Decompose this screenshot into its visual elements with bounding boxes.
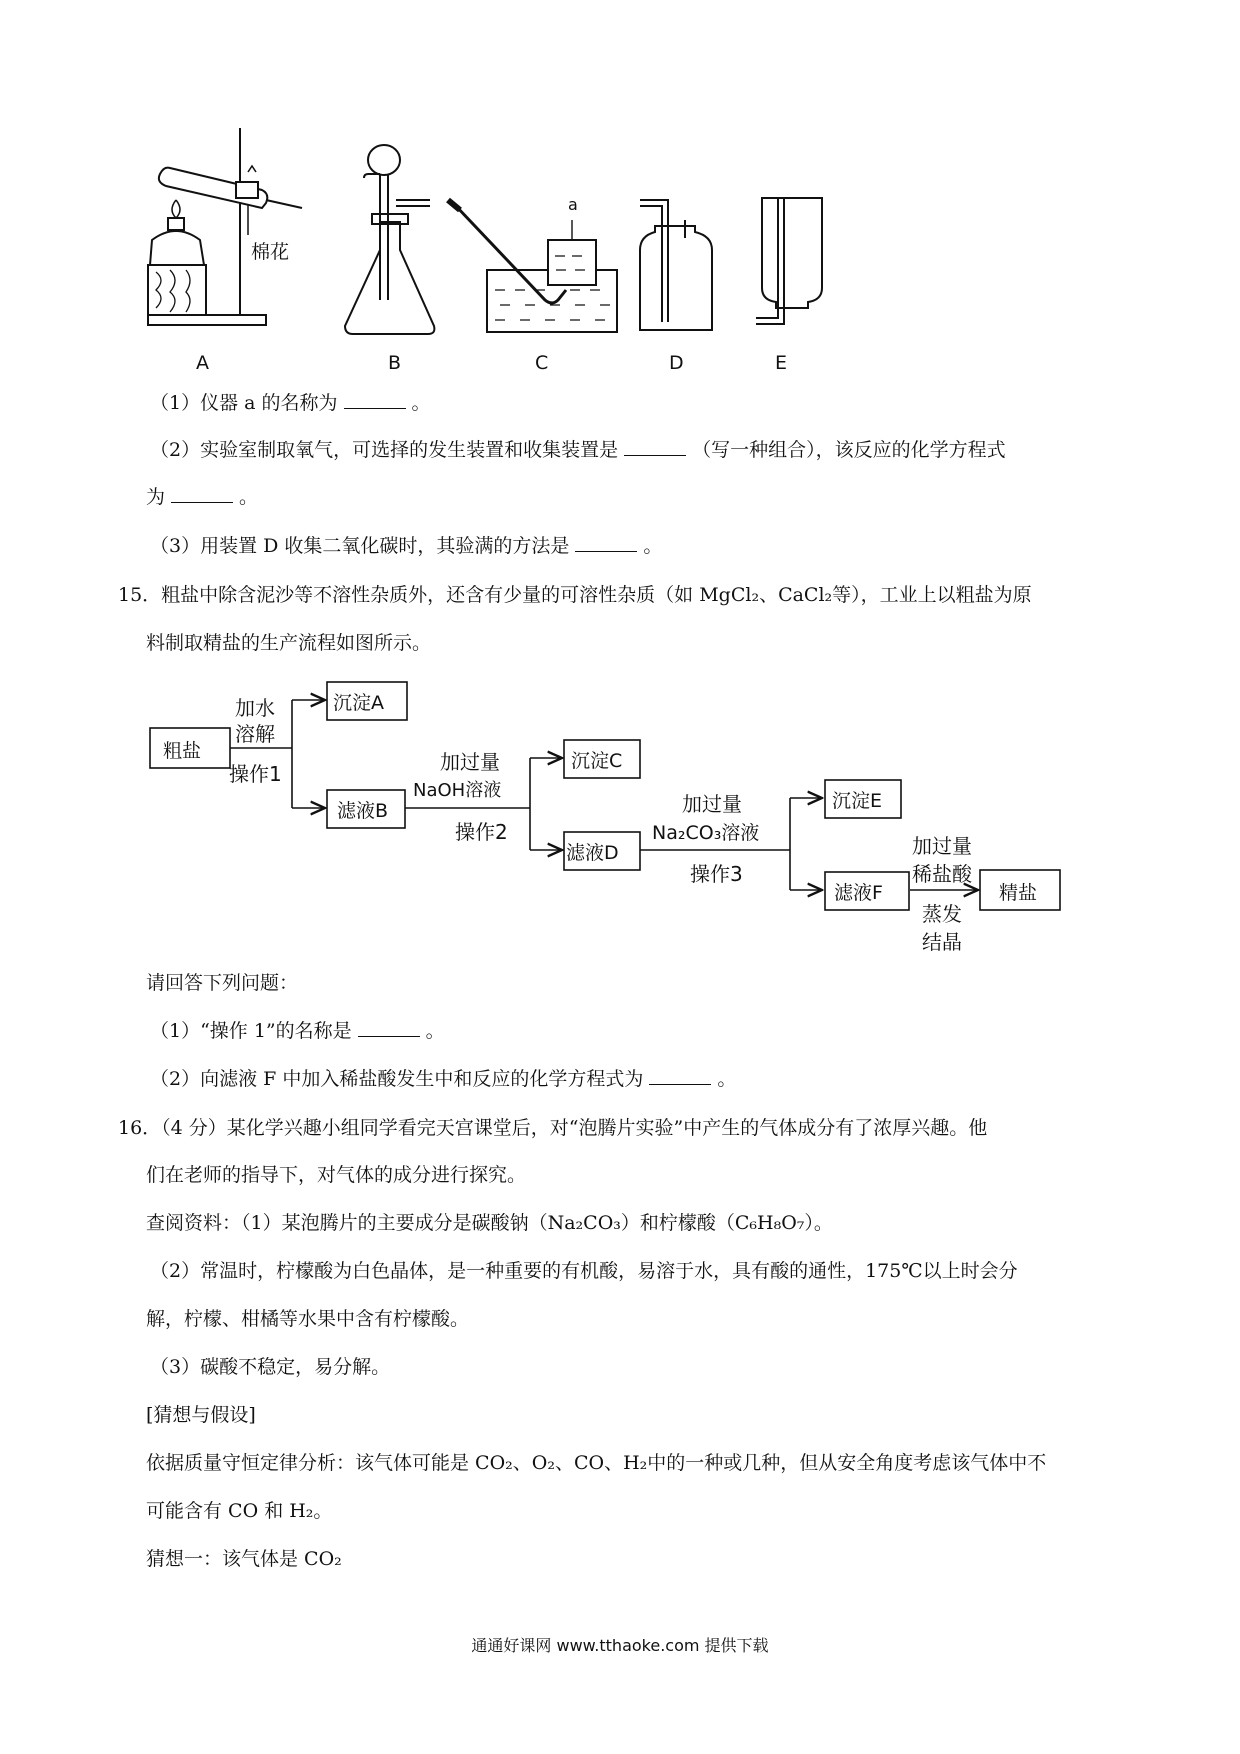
flow-crude-salt: 粗盐 bbox=[163, 740, 202, 762]
bottle-e bbox=[762, 198, 822, 308]
instrument-a-label: a bbox=[568, 195, 578, 214]
alcohol-lamp bbox=[150, 231, 204, 265]
flow-naoh-excess: 加过量 bbox=[440, 750, 500, 774]
apparatus-label-c: C bbox=[535, 352, 549, 374]
q15-intro-line2: 料制取精盐的生产流程如图所示。 bbox=[146, 632, 432, 654]
q16-reference-2b: 解，柠檬、柑橘等水果中含有柠檬酸。 bbox=[146, 1308, 470, 1330]
answer-blank[interactable] bbox=[344, 390, 406, 409]
q16-reference-2a: （2）常温时，柠檬酸为白色晶体，是一种重要的有机酸，易溶于水，具有酸的通性，175℃以上时会分 bbox=[150, 1260, 1018, 1282]
flow-precipitate-a: 沉淀A bbox=[333, 692, 384, 714]
conical-flask bbox=[345, 222, 434, 334]
flow-hcl-excess: 加过量 bbox=[912, 834, 972, 858]
cotton-label: 棉花 bbox=[251, 241, 290, 263]
flowchart-lines bbox=[0, 670, 1240, 970]
apparatus-figure bbox=[0, 0, 1240, 380]
bottle-d bbox=[640, 226, 712, 330]
q15-prompt: 请回答下列问题： bbox=[146, 972, 299, 994]
q16-analysis-line1: 依据质量守恒定律分析：该气体可能是 CO₂、O₂、CO、H₂中的一种或几种，但从安全角度考虑该气体中不 bbox=[146, 1452, 1047, 1474]
flow-na2co3-excess: 加过量 bbox=[682, 792, 742, 816]
flow-precipitate-c: 沉淀C bbox=[571, 750, 623, 772]
page-footer: 通通好课网 www.tthaoke.com 提供下载 bbox=[471, 1636, 769, 1655]
gas-jar bbox=[548, 240, 596, 285]
q16-intro-line1: 16．（4 分）某化学兴趣小组同学看完天宫课堂后，对“泡腾片实验”中产生的气体成分有了浓厚兴趣。他 bbox=[118, 1117, 988, 1139]
answer-blank[interactable] bbox=[575, 533, 637, 552]
q16-hypothesis-title: [猜想与假设] bbox=[146, 1404, 256, 1426]
flow-dissolve: 溶解 bbox=[235, 722, 275, 746]
flow-op1: 操作1 bbox=[229, 762, 282, 786]
q16-guess-1: 猜想一：该气体是 CO₂ bbox=[146, 1548, 342, 1570]
flow-filtrate-f: 滤液F bbox=[834, 882, 883, 904]
flow-naoh-solution: NaOH溶液 bbox=[413, 780, 502, 801]
q16-analysis-line2: 可能含有 CO 和 H₂。 bbox=[146, 1500, 333, 1522]
answer-blank[interactable] bbox=[649, 1066, 711, 1085]
flow-filtrate-d: 滤液D bbox=[566, 842, 619, 864]
q14-part2: （2）实验室制取氧气，可选择的发生装置和收集装置是 （写一种组合），该反应的化学方程式 bbox=[150, 439, 1006, 461]
apparatus-label-d: D bbox=[669, 352, 684, 374]
answer-blank[interactable] bbox=[358, 1018, 420, 1037]
flow-add-water: 加水 bbox=[235, 696, 275, 720]
flow-op2: 操作2 bbox=[455, 820, 508, 844]
flow-filtrate-b: 滤液B bbox=[337, 800, 389, 822]
q16-reference-1: 查阅资料：（1）某泡腾片的主要成分是碳酸钠（Na₂CO₃）和柠檬酸（C₆H₈O₇）。 bbox=[146, 1212, 833, 1234]
flow-precipitate-e: 沉淀E bbox=[832, 790, 883, 812]
flow-crystallize: 结晶 bbox=[922, 930, 962, 954]
apparatus-drawing bbox=[0, 0, 1240, 380]
stand-base bbox=[148, 315, 266, 325]
q15-intro-line1: 15．粗盐中除含泥沙等不溶性杂质外，还含有少量的可溶性杂质（如 MgCl₂、CaCl₂等），工业上以粗盐为原 bbox=[118, 584, 1032, 606]
apparatus-label-e: E bbox=[775, 352, 788, 374]
answer-blank[interactable] bbox=[171, 484, 233, 503]
q15-part2: （2）向滤液 F 中加入稀盐酸发生中和反应的化学方程式为 。 bbox=[150, 1068, 737, 1090]
q14-part3: （3）用装置 D 收集二氧化碳时，其验满的方法是 。 bbox=[150, 535, 663, 557]
flow-dilute-hcl: 稀盐酸 bbox=[912, 862, 972, 886]
apparatus-label-b: B bbox=[388, 352, 402, 374]
q14-part1: （1）仪器 a 的名称为 。 bbox=[150, 392, 431, 414]
q16-intro-line2: 们在老师的指导下，对气体的成分进行探究。 bbox=[146, 1164, 527, 1186]
flow-evaporate: 蒸发 bbox=[922, 902, 962, 926]
flow-na2co3-solution: Na₂CO₃溶液 bbox=[652, 822, 760, 844]
q15-part1: （1）“操作 1”的名称是 。 bbox=[150, 1020, 445, 1042]
q16-reference-3: （3）碳酸不稳定，易分解。 bbox=[150, 1356, 391, 1378]
process-flowchart bbox=[0, 670, 1240, 970]
answer-blank[interactable] bbox=[624, 437, 686, 456]
q14-part2-cont: 为 。 bbox=[146, 486, 259, 508]
apparatus-label-a: A bbox=[196, 352, 209, 374]
flow-fine-salt: 精盐 bbox=[999, 882, 1038, 904]
flow-op3: 操作3 bbox=[690, 862, 743, 886]
funnel-bulb bbox=[368, 145, 400, 175]
